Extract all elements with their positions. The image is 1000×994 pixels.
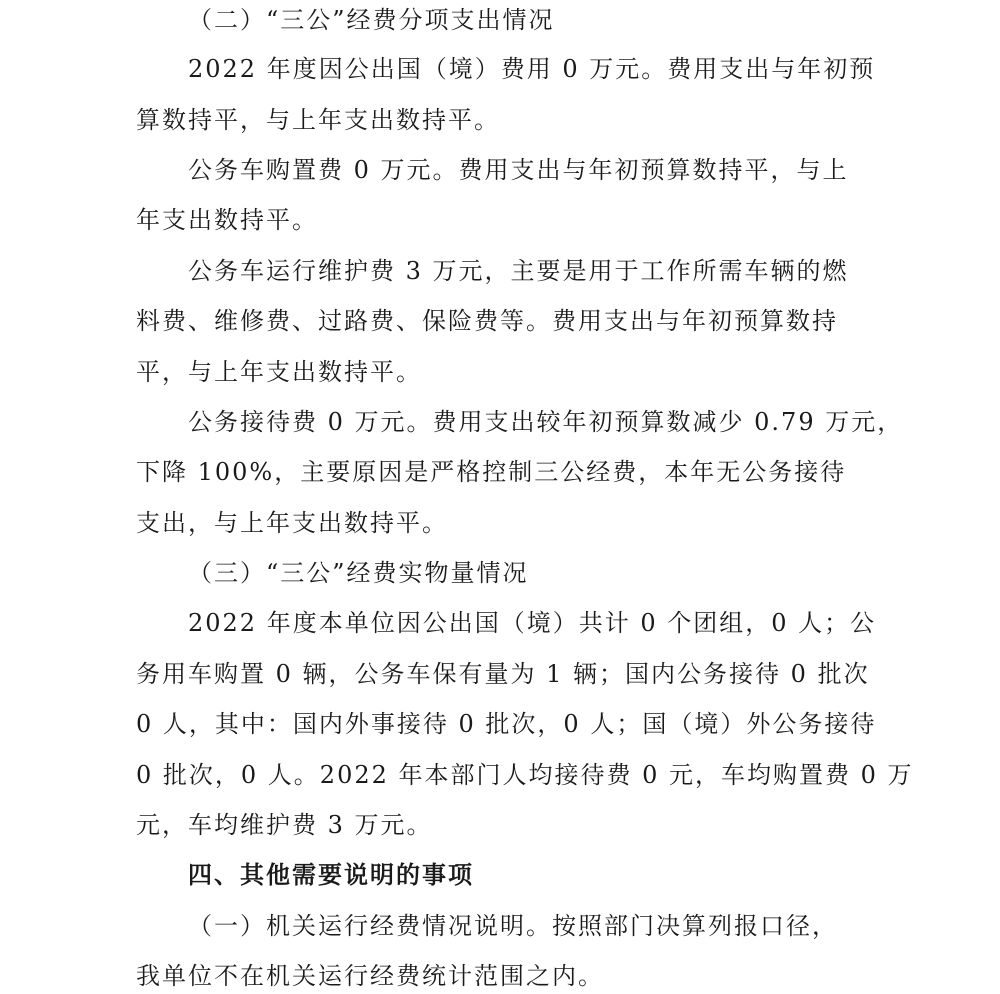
- section-heading-three-public-items: （二）“三公”经费分项支出情况: [188, 6, 555, 34]
- paragraph-line: 2022 年度因公出国（境）费用 0 万元。费用支出与年初预: [188, 55, 876, 83]
- paragraph-line: 公务接待费 0 万元。费用支出较年初预算数减少 0.79 万元，: [188, 408, 904, 436]
- paragraph-line: 我单位不在机关运行经费统计范围之内。: [136, 962, 604, 990]
- paragraph-line: 年支出数持平。: [136, 206, 318, 234]
- paragraph-line: 支出，与上年支出数持平。: [136, 509, 448, 537]
- paragraph-line: 平，与上年支出数持平。: [136, 358, 422, 386]
- paragraph-line: 0 人，其中：国内外事接待 0 批次，0 人；国（境）外公务接待: [136, 710, 877, 738]
- paragraph-line: 算数持平，与上年支出数持平。: [136, 106, 500, 134]
- paragraph-line: 2022 年度本单位因公出国（境）共计 0 个团组，0 人；公: [188, 609, 877, 637]
- paragraph-line: 下降 100%，主要原因是严格控制三公经费，本年无公务接待: [136, 458, 847, 486]
- section-heading-other-matters: 四、其他需要说明的事项: [188, 861, 474, 889]
- paragraph-line: 公务车购置费 0 万元。费用支出与年初预算数持平，与上: [188, 156, 849, 184]
- paragraph-line: 元，车均维护费 3 万元。: [136, 811, 433, 839]
- paragraph-line: （一）机关运行经费情况说明。按照部门决算列报口径，: [188, 912, 838, 940]
- paragraph-line: 料费、维修费、过路费、保险费等。费用支出与年初预算数持: [136, 307, 838, 335]
- section-heading-three-public-quantity: （三）“三公”经费实物量情况: [188, 559, 529, 587]
- paragraph-line: 公务车运行维护费 3 万元，主要是用于工作所需车辆的燃: [188, 257, 849, 285]
- paragraph-line: 0 批次，0 人。2022 年本部门人均接待费 0 元，车均购置费 0 万: [136, 761, 914, 789]
- paragraph-line: 务用车购置 0 辆，公务车保有量为 1 辆；国内公务接待 0 批次: [136, 660, 870, 688]
